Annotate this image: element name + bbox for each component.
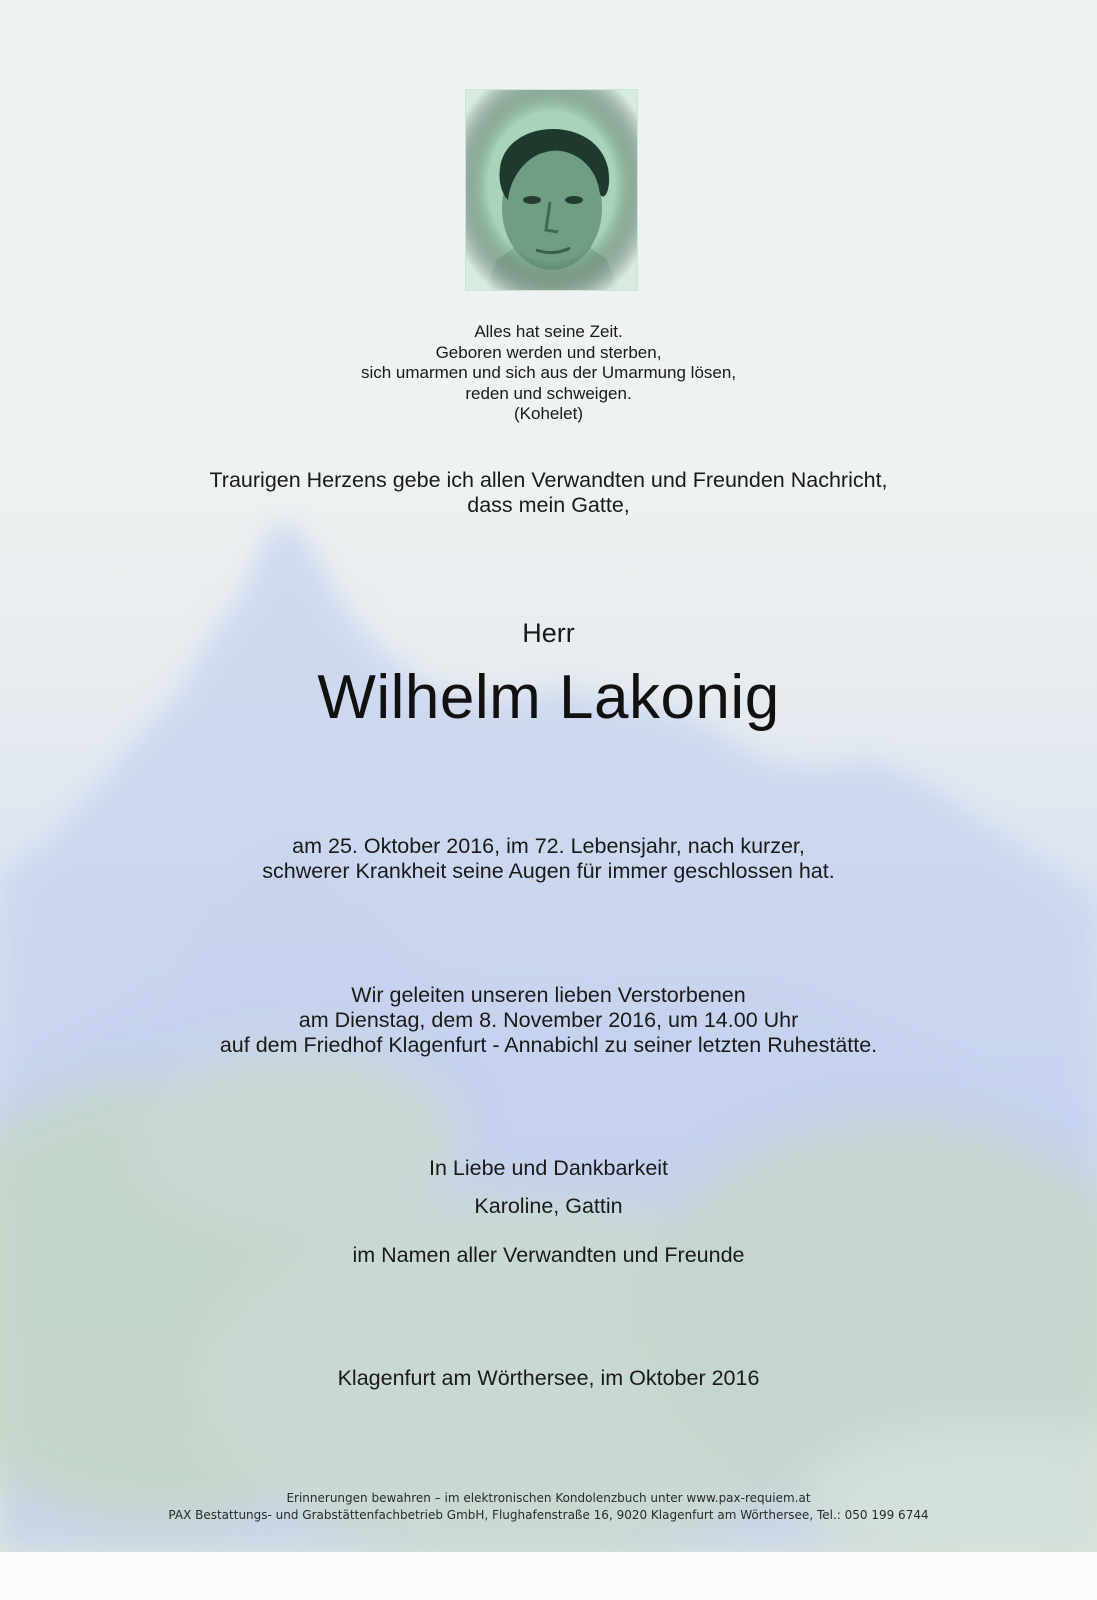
quote-line: Alles hat seine Zeit. <box>474 322 623 341</box>
closing-family: im Namen aller Verwandten und Freunde <box>352 1243 745 1267</box>
footer-line-company: PAX Bestattungs- und Grabstättenfachbetrieb GmbH, Flughafenstraße 16, 9020 Klagenfurt am Wörthersee, Tel.: 050 199 6744 <box>168 1507 929 1522</box>
intro-paragraph <box>0 468 1097 518</box>
death-line: am 25. Oktober 2016, im 72. Lebensjahr, nach kurzer, <box>292 834 805 858</box>
footer <box>0 1490 1097 1523</box>
footer-line-condolence: Erinnerungen bewahren – im elektronischen Kondolenzbuch unter www.pax-requiem.at <box>286 1491 811 1505</box>
death-line: schwerer Krankheit seine Augen für immer geschlossen hat. <box>262 859 835 883</box>
closing-signer: Karoline, Gattin <box>474 1194 623 1218</box>
quote-source: (Kohelet) <box>514 404 583 423</box>
portrait-photo <box>466 90 637 290</box>
intro-line: dass mein Gatte, <box>467 493 630 517</box>
funeral-line: auf dem Friedhof Klagenfurt - Annabichl zu seiner letzten Ruhestätte. <box>219 1033 878 1057</box>
death-paragraph <box>0 834 1097 884</box>
funeral-line: am Dienstag, dem 8. November 2016, um 14.00 Uhr <box>298 1008 799 1032</box>
funeral-line: Wir geleiten unseren lieben Verstorbenen <box>351 983 746 1007</box>
salutation: Herr <box>522 618 575 648</box>
quote-line: Geboren werden und sterben, <box>435 342 662 362</box>
quote-line: sich umarmen und sich aus der Umarmung lösen, <box>360 363 737 382</box>
deceased-name: Wilhelm Lakonig <box>317 663 780 732</box>
place-date: Klagenfurt am Wörthersee, im Oktober 2016 <box>337 1366 760 1390</box>
closing-love: In Liebe und Dankbarkeit <box>428 1156 669 1180</box>
bible-quote <box>0 322 1097 425</box>
intro-line: Traurigen Herzens gebe ich allen Verwandten und Freunden Nachricht, <box>209 468 888 492</box>
quote-line: reden und schweigen. <box>465 383 632 403</box>
funeral-paragraph <box>0 983 1097 1058</box>
